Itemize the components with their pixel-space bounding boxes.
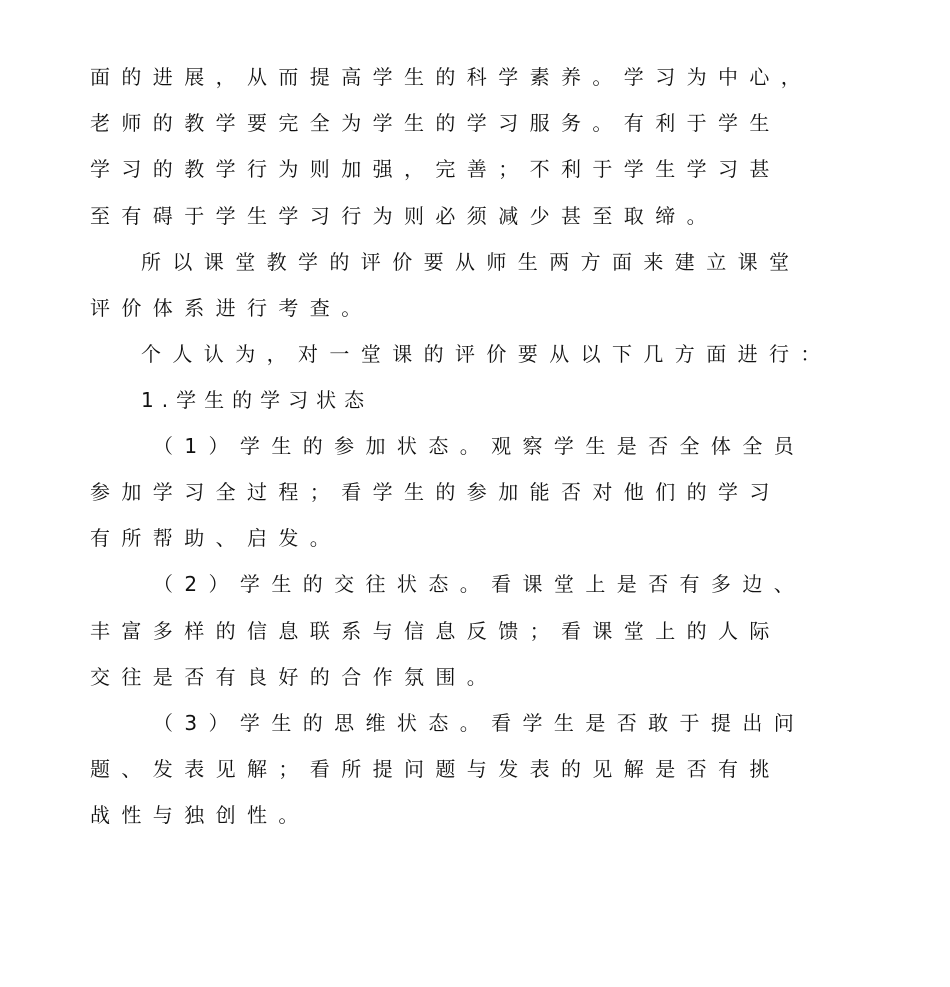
paragraph-line: 评价体系进行考查。 (90, 296, 373, 320)
paragraph-line: 至有碍于学生学习行为则必须减少甚至取缔。 (90, 204, 718, 228)
paragraph-line: （3）学生的思维状态。看学生是否敢于提出问 (153, 711, 806, 735)
paragraph-line: 老师的教学要完全为学生的学习服务。有利于学生 (90, 111, 781, 135)
paragraph-line: 学习的教学行为则加强，完善；不利于学生学习甚 (90, 157, 781, 181)
paragraph-line: 面的进展，从而提高学生的科学素养。学习为中心， (90, 65, 813, 89)
paragraph-line: （1）学生的参加状态。观察学生是否全体全员 (153, 434, 806, 458)
paragraph-line: 战性与独创性。 (90, 803, 310, 827)
paragraph-line: （2）学生的交往状态。看课堂上是否有多边、 (153, 572, 806, 596)
paragraph-line: 交往是否有良好的合作氛围。 (90, 665, 499, 689)
paragraph-line: 丰富多样的信息联系与信息反馈；看课堂上的人际 (90, 619, 781, 643)
paragraph-line: 所以课堂教学的评价要从师生两方面来建立课堂 (141, 250, 801, 274)
paragraph-line: 个人认为，对一堂课的评价要从以下几方面进行： (141, 342, 832, 366)
paragraph-line: 有所帮助、启发。 (90, 526, 342, 550)
paragraph-line: 题、发表见解；看所提问题与发表的见解是否有挑 (90, 757, 781, 781)
paragraph-line: 参加学习全过程；看学生的参加能否对他们的学习 (90, 480, 781, 504)
section-heading: 1.学生的学习状态 (141, 388, 373, 412)
